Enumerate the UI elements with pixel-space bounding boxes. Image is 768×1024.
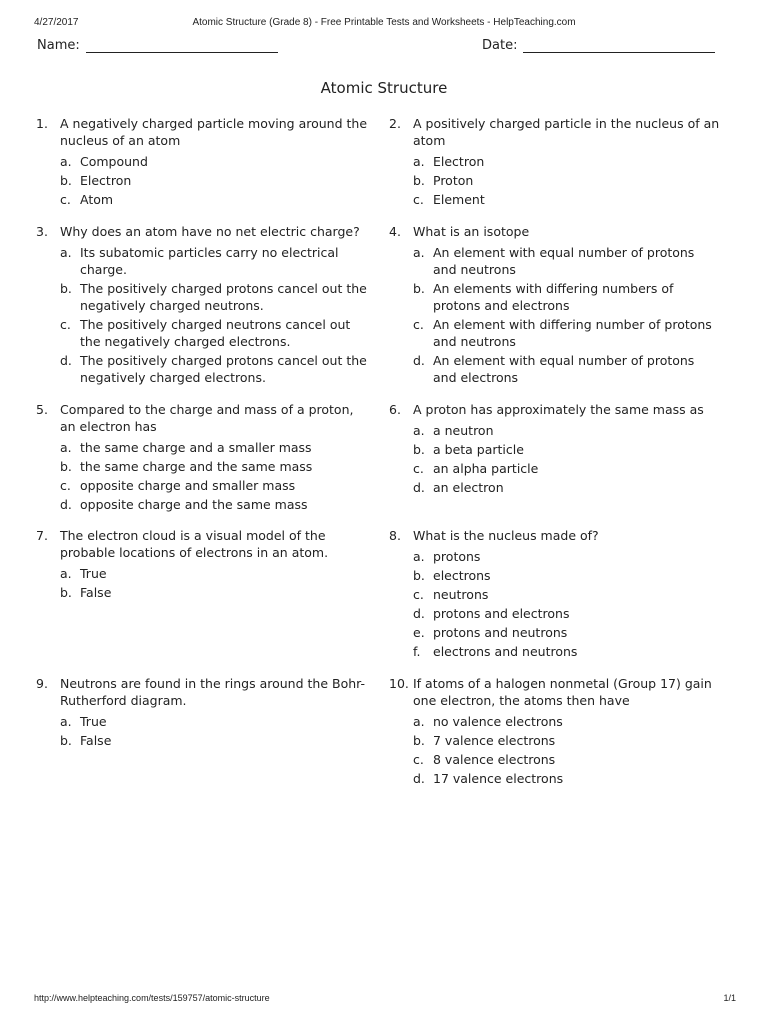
answer-options (36, 153, 368, 208)
option-text: True (80, 566, 107, 581)
answer-option (413, 770, 721, 787)
option-letter: f. (413, 644, 421, 659)
question-text: A negatively charged particle moving around the nucleus of an atom (60, 116, 368, 148)
option-letter: b. (60, 733, 72, 748)
question-number: 5. (36, 402, 48, 417)
option-text: neutrons (433, 587, 489, 602)
name-label: Name: (37, 38, 80, 53)
option-letter: c. (413, 461, 424, 476)
option-text: Electron (433, 154, 485, 169)
question-number: 10. (389, 676, 409, 691)
option-text: protons and neutrons (433, 625, 568, 640)
date-line (523, 38, 715, 53)
answer-option (60, 153, 368, 170)
answer-options (389, 713, 721, 787)
option-letter: a. (60, 714, 72, 729)
option-text: An element with equal number of protons and neutrons (433, 245, 695, 277)
option-text: Compound (80, 154, 148, 169)
option-letter: c. (413, 317, 424, 332)
option-text: An elements with differing numbers of protons and electrons (433, 281, 674, 313)
question-5 (36, 401, 368, 515)
option-letter: c. (60, 192, 71, 207)
answer-option (60, 439, 368, 456)
answer-options (36, 713, 368, 749)
question-text: If atoms of a halogen nonmetal (Group 17) gain one electron, the atoms then have (413, 676, 712, 708)
option-letter: e. (413, 625, 425, 640)
answer-option (60, 458, 368, 475)
answer-option (413, 460, 721, 477)
answer-option (413, 643, 721, 660)
answer-option (60, 496, 368, 513)
option-text: The positively charged neutrons cancel out the negatively charged electrons. (80, 317, 351, 349)
option-letter: b. (413, 281, 425, 296)
option-letter: d. (413, 353, 425, 368)
option-text: Atom (80, 192, 114, 207)
question-stem (389, 675, 721, 709)
option-text: opposite charge and the same mass (80, 497, 308, 512)
answer-option (60, 316, 368, 350)
option-text: Element (433, 192, 485, 207)
option-letter: d. (413, 771, 425, 786)
option-letter: a. (60, 566, 72, 581)
question-text: What is the nucleus made of? (413, 528, 599, 543)
question-text: A proton has approximately the same mass as (413, 402, 704, 417)
question-7 (36, 527, 368, 603)
question-text: Why does an atom have no net electric charge? (60, 224, 360, 239)
option-letter: b. (60, 585, 72, 600)
option-text: 8 valence electrons (433, 752, 556, 767)
option-text: An element with equal number of protons and electrons (433, 353, 695, 385)
question-number: 8. (389, 528, 401, 543)
question-stem (389, 115, 721, 149)
answer-option (413, 567, 721, 584)
option-letter: c. (60, 478, 71, 493)
question-number: 3. (36, 224, 48, 239)
option-letter: a. (60, 154, 72, 169)
option-letter: a. (60, 440, 72, 455)
question-stem (36, 527, 368, 561)
option-letter: a. (60, 245, 72, 260)
question-1 (36, 115, 368, 210)
answer-option (413, 422, 721, 439)
answer-option (60, 732, 368, 749)
question-text: The electron cloud is a visual model of the probable locations of electrons in an atom. (60, 528, 329, 560)
question-2 (389, 115, 721, 210)
question-stem (36, 115, 368, 149)
answer-option (413, 479, 721, 496)
answer-option (60, 352, 368, 386)
option-letter: b. (413, 442, 425, 457)
answer-options (36, 439, 368, 513)
print-date: 4/27/2017 (34, 17, 79, 28)
answer-option (413, 441, 721, 458)
answer-option (413, 153, 721, 170)
question-number: 9. (36, 676, 48, 691)
answer-option (413, 732, 721, 749)
answer-option (413, 548, 721, 565)
option-letter: a. (413, 423, 425, 438)
option-text: protons and electrons (433, 606, 570, 621)
date-field (482, 38, 715, 53)
option-letter: b. (413, 173, 425, 188)
answer-options (389, 548, 721, 660)
option-letter: b. (60, 459, 72, 474)
question-stem (36, 223, 368, 240)
answer-options (389, 153, 721, 208)
option-text: Proton (433, 173, 474, 188)
option-letter: a. (413, 154, 425, 169)
option-letter: b. (413, 568, 425, 583)
option-letter: a. (413, 245, 425, 260)
option-text: False (80, 585, 112, 600)
option-text: protons (433, 549, 481, 564)
option-text: electrons and neutrons (433, 644, 578, 659)
option-text: the same charge and the same mass (80, 459, 313, 474)
option-letter: d. (413, 606, 425, 621)
answer-option (413, 172, 721, 189)
name-line (86, 38, 278, 53)
worksheet-title: Atomic Structure (320, 79, 448, 97)
option-text: True (80, 714, 107, 729)
question-10 (389, 675, 721, 789)
answer-option (413, 713, 721, 730)
option-text: an electron (433, 480, 504, 495)
question-text: A positively charged particle in the nucleus of an atom (413, 116, 720, 148)
answer-option (60, 584, 368, 601)
option-letter: b. (413, 733, 425, 748)
option-text: electrons (433, 568, 491, 583)
option-text: 17 valence electrons (433, 771, 564, 786)
answer-option (413, 624, 721, 641)
answer-option (60, 565, 368, 582)
answer-option (60, 172, 368, 189)
option-text: the same charge and a smaller mass (80, 440, 312, 455)
option-text: Electron (80, 173, 132, 188)
option-letter: a. (413, 549, 425, 564)
option-letter: c. (60, 317, 71, 332)
answer-option (413, 191, 721, 208)
answer-options (36, 565, 368, 601)
option-text: a beta particle (433, 442, 524, 457)
option-text: An element with differing number of protons and neutrons (433, 317, 712, 349)
option-letter: c. (413, 587, 424, 602)
question-stem (389, 223, 721, 240)
question-text: What is an isotope (413, 224, 530, 239)
question-number: 7. (36, 528, 48, 543)
question-number: 6. (389, 402, 401, 417)
question-stem (389, 527, 721, 544)
option-letter: c. (413, 752, 424, 767)
answer-option (413, 244, 721, 278)
option-text: an alpha particle (433, 461, 539, 476)
answer-option (60, 191, 368, 208)
option-text: 7 valence electrons (433, 733, 556, 748)
answer-option (413, 280, 721, 314)
option-text: The positively charged protons cancel out the negatively charged neutrons. (80, 281, 367, 313)
question-number: 4. (389, 224, 401, 239)
answer-options (36, 244, 368, 386)
question-text: Compared to the charge and mass of a proton, an electron has (60, 402, 354, 434)
page-number: 1/1 (723, 993, 736, 1003)
answer-option (413, 352, 721, 386)
footer-url: http://www.helpteaching.com/tests/159757/atomic-structure (34, 993, 270, 1003)
answer-option (413, 586, 721, 603)
question-9 (36, 675, 368, 751)
option-text: Its subatomic particles carry no electrical charge. (80, 245, 339, 277)
answer-option (60, 280, 368, 314)
question-stem (36, 401, 368, 435)
option-text: The positively charged protons cancel out the negatively charged electrons. (80, 353, 367, 385)
question-number: 2. (389, 116, 401, 131)
question-stem (36, 675, 368, 709)
option-letter: b. (60, 281, 72, 296)
answer-option (413, 605, 721, 622)
question-4 (389, 223, 721, 388)
question-text: Neutrons are found in the rings around the Bohr-Rutherford diagram. (60, 676, 365, 708)
answer-option (60, 477, 368, 494)
question-6 (389, 401, 721, 498)
option-letter: d. (413, 480, 425, 495)
option-text: no valence electrons (433, 714, 563, 729)
answer-options (389, 244, 721, 386)
name-field (37, 38, 278, 53)
page-header-title: Atomic Structure (Grade 8) - Free Printable Tests and Worksheets - HelpTeaching.com (192, 17, 576, 28)
question-3 (36, 223, 368, 388)
answer-option (413, 751, 721, 768)
option-letter: a. (413, 714, 425, 729)
question-stem (389, 401, 721, 418)
answer-option (413, 316, 721, 350)
date-label: Date: (482, 38, 518, 53)
option-letter: d. (60, 353, 72, 368)
answer-option (60, 713, 368, 730)
question-number: 1. (36, 116, 48, 131)
option-letter: b. (60, 173, 72, 188)
answer-options (389, 422, 721, 496)
answer-option (60, 244, 368, 278)
option-text: False (80, 733, 112, 748)
option-letter: c. (413, 192, 424, 207)
option-letter: d. (60, 497, 72, 512)
option-text: a neutron (433, 423, 494, 438)
question-8 (389, 527, 721, 662)
option-text: opposite charge and smaller mass (80, 478, 296, 493)
